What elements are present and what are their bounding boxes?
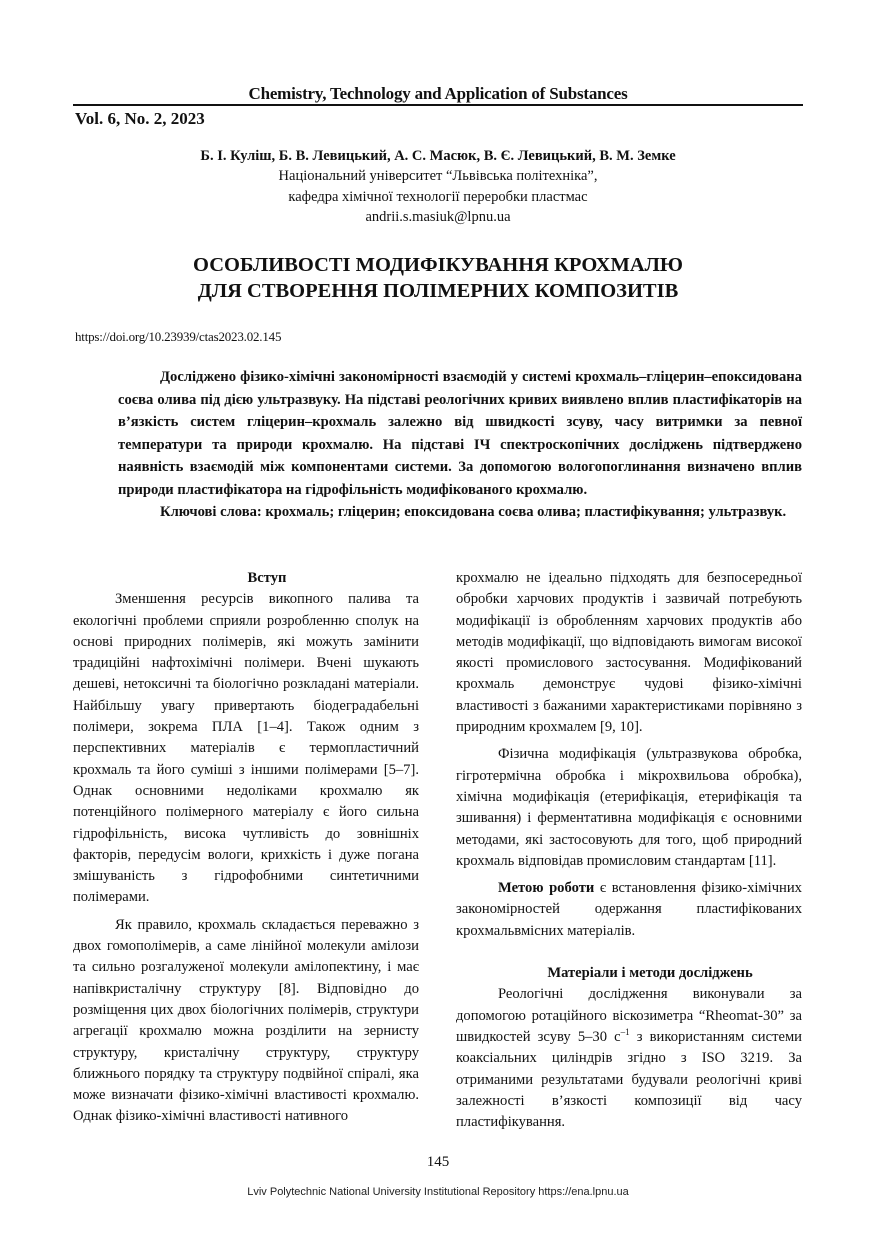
intro-paragraph-1: Зменшення ресурсів викопного палива та екологічні проблеми сприяли розробленню сполук на основі природних полімерів, які можуть замінити традиційні нафтохімічні полімери. Вчені шукають дешеві, нетоксичні та біологічно розкладані матеріали. Найбільшу увагу привертають біодеградабельні полімери, зокрема ПЛА [1–4]. Також одним з перспективних матеріалів є термопластичний крохмаль та його суміші з іншими полімерами [5–7]. Однак основними недоліками крохмалю як потенційного полімерного матеріалу є його сильна гідрофільність, висока чутливість до зовнішніх факторів, передусім вологи, крихкість і дуже погана змішуваність з гідрофобними синтетичними полімерами. — [73, 591, 419, 906]
intro-paragraph-3: Фізична модифікація (ультразвукова обробка, гігротермічна обробка і мікрохвильова обробка), хімічна модифікація (етерифікація, етерифікація та зшивання) і ферментативна модифікація є основними методами, які застосовують для того, щоб природний крохмаль відповідав промисловим стандартам [11]. — [456, 746, 802, 869]
affiliation-department: кафедра хімічної технології переробки пластмас — [288, 189, 588, 205]
page-number: 145 — [426, 1154, 450, 1170]
intro-paragraph-2: Як правило, крохмаль складається переважно з двох гомополімерів, а саме лінійної молекули амілози та сильно розгалуженої молекули амілопектину, і має напівкристалічну структуру [8]. Відповідно до розміщення цих двох біологічних полімерів, структури агрегації крохмалю можна розділити на зернисту структуру, кристалічну структуру, структуру ближнього порядку та структуру подвійної спіралі, яка може визначати фізико-хімічні властивості крохмалю. Однак фізико-хімічні властивості нативного — [73, 916, 419, 1125]
header-divider — [73, 104, 803, 106]
aim-text: є встановлення фізико-хімічних закономірностей одержання пластифікованих крохмальвмісних матеріалів. — [456, 880, 802, 939]
paper-title-line-2: ДЛЯ СТВОРЕННЯ ПОЛІМЕРНИХ КОМПОЗИТІВ — [197, 280, 679, 302]
doi-link[interactable]: https://doi.org/10.23939/ctas2023.02.145 — [75, 329, 282, 344]
section-heading-intro: Вступ — [247, 570, 287, 586]
keywords: Ключові слова: крохмаль; гліцерин; епоксидована соєва олива; пластифікування; ультразвук. — [160, 504, 787, 520]
methods-text-a: Реологічні дослідження виконували за допомогою ротаційного віскозиметра “Rheomat-30” за швидкостей зсуву 5–30 с — [456, 986, 802, 1045]
intro-paragraph-2-continued: крохмалю не ідеально підходять для безпосередньої обробки харчових продуктів і зазвичай потребують модифікації із обробленням харчових продуктів або методів модифікації, що відповідають вимогам високої якості промислового застосування. Модифікований крохмаль демонструє чудові фізико-хімічні властивості з бажаними характеристиками порівняно з природним крохмалем [9, 10]. — [456, 570, 802, 736]
unit-superscript: –1 — [620, 1026, 630, 1037]
methods-paragraph-1 — [456, 984, 802, 1133]
methods-text-b: з використанням системи коаксіальних циліндрів згідно з ISO 3219. За отриманими результатами будували реологічні криві залежності в’язкості композиції від часу пластифікування. — [456, 1028, 802, 1131]
abstract — [118, 366, 802, 524]
author-email[interactable]: andrii.s.masiuk@lpnu.ua — [365, 209, 511, 225]
right-column — [456, 568, 802, 1133]
repository-footer: Lviv Polytechnic National University Institutional Repository https://ena.lpnu.ua — [247, 1186, 629, 1198]
affiliation-university: Національний університет “Львівська політехніка”, — [278, 168, 598, 184]
authors: Б. І. Куліш, Б. В. Левицький, А. С. Масюк, В. Є. Левицький, В. М. Земке — [200, 148, 676, 164]
section-heading-methods: Матеріали і методи досліджень — [547, 965, 753, 982]
abstract-text: Досліджено фізико-хімічні закономірності взаємодій у системі крохмаль–гліцерин–епоксидована соєва олива під дією ультразвуку. На підставі реологічних кривих виявлено вплив пластифікаторів на в’язкість систем гліцерин–крохмаль залежно від швидкості зсуву, часу витримки за певної температури та природи крохмалю. На підставі ІЧ спектроскопічних досліджень підтверджено наявність взаємодій між компонентами системи. За допомогою вологопоглинання визначено вплив природи пластифікатора на гідрофільність модифікованого крохмалю. — [118, 369, 802, 498]
volume-issue: Vol. 6, No. 2, 2023 — [75, 109, 205, 128]
paper-title — [73, 252, 803, 304]
aim-paragraph — [456, 878, 802, 942]
aim-label: Метою роботи — [498, 880, 595, 897]
journal-title: Chemistry, Technology and Application of Substances — [248, 84, 628, 103]
paper-title-line-1: ОСОБЛИВОСТІ МОДИФІКУВАННЯ КРОХМАЛЮ — [193, 254, 683, 276]
left-column — [73, 568, 419, 1128]
